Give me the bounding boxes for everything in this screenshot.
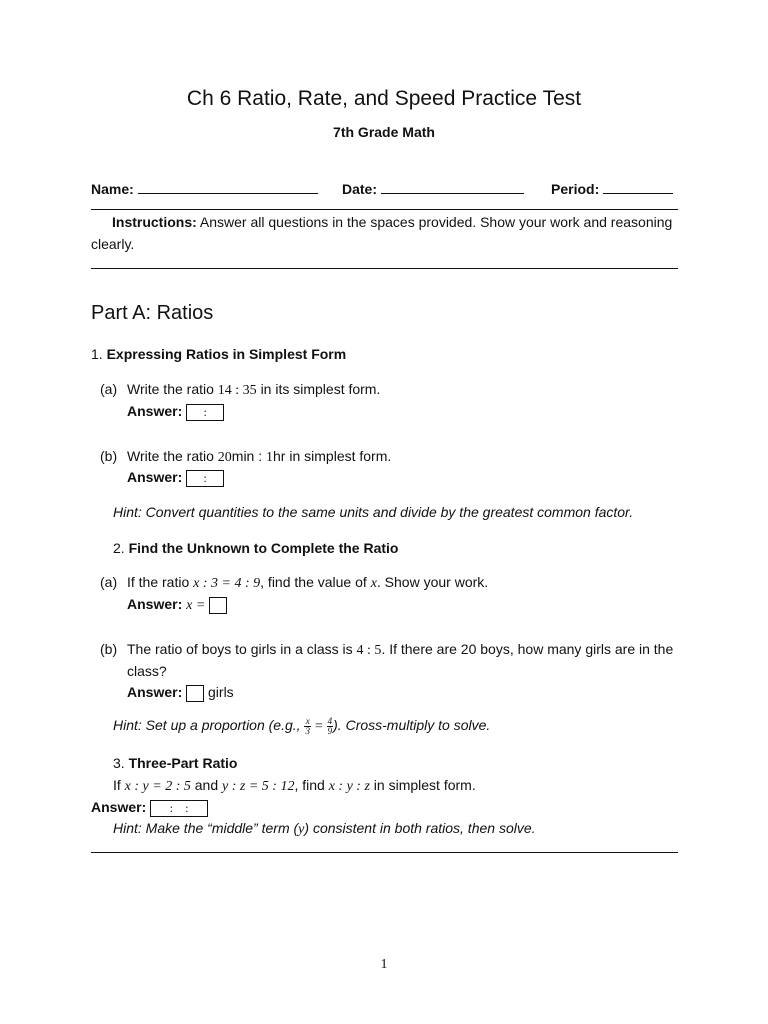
name-field: [91, 179, 318, 197]
q2a-math: x : 3 = 4 : 9: [193, 576, 261, 591]
q3-math1: x : y = 2 : 5: [124, 779, 191, 794]
q3-find: , find: [294, 777, 325, 793]
q3-and: and: [194, 777, 219, 793]
q1b-unit2: hr: [273, 448, 286, 464]
period-label: Period:: [551, 181, 600, 197]
frac1-top: x: [305, 716, 310, 726]
date-blank[interactable]: [381, 179, 524, 194]
q2-hint-post: ). Cross-multiply to solve.: [333, 717, 491, 734]
instructions-line1: [112, 214, 672, 230]
q2a-post: . Show your work.: [376, 574, 489, 590]
q1-hint: Hint: Convert quantities to the same units and divide by the greatest common factor.: [113, 504, 634, 520]
divider-top: [91, 209, 678, 210]
q3-if: If: [113, 777, 121, 793]
q1b-pre: Write the ratio: [127, 448, 214, 464]
frac2-top: 4: [327, 716, 333, 726]
q2a-text: [127, 574, 488, 592]
q1a-post: in its simplest form.: [260, 381, 381, 397]
q1b-math1: 20: [217, 450, 232, 465]
q2a-pre: If the ratio: [127, 574, 190, 590]
page-subtitle: 7th Grade Math: [333, 124, 435, 140]
frac1-bot: 3: [305, 726, 310, 736]
date-field: [342, 179, 524, 197]
page-title: Ch 6 Ratio, Rate, and Speed Practice Test: [186, 87, 582, 110]
q3-title: Three-Part Ratio: [128, 755, 238, 771]
q2-title: Find the Unknown to Complete the Ratio: [128, 540, 399, 556]
q3-math3: x : y : z: [328, 779, 370, 794]
q2b-label: (b): [100, 641, 118, 657]
q2a-answer-var: x =: [186, 598, 206, 613]
q1b-unit1: min :: [231, 448, 263, 464]
q1b-answer: [127, 469, 224, 487]
q1b-label: (b): [100, 448, 118, 464]
q3-text: [113, 777, 476, 795]
q3-hint-pre: Hint: Make the “middle” term (: [113, 820, 299, 836]
period-field: [551, 179, 673, 197]
q2a-answer: [127, 596, 227, 614]
q2-hint: [113, 717, 490, 736]
q1a-answer: [127, 403, 224, 421]
hint-fraction-x-3: [304, 717, 311, 736]
q1a-label: (a): [100, 381, 118, 397]
name-blank[interactable]: [138, 179, 318, 194]
q2a-answer-label: Answer:: [127, 596, 183, 612]
q2b-answer: [127, 684, 234, 702]
q3-heading: [113, 755, 238, 771]
q3-math2: y : z = 5 : 12: [222, 779, 295, 794]
q2b-answer-box[interactable]: [186, 685, 204, 702]
q2-hint-pre: Hint: Set up a proportion (e.g.,: [113, 717, 301, 734]
q1b-colon: :: [203, 470, 207, 485]
q2b-line2: class?: [127, 663, 167, 679]
q2a-label: (a): [100, 574, 118, 590]
q3-hint-post: ) consistent in both ratios, then solve.: [304, 820, 536, 836]
q1a-text: [127, 381, 380, 399]
q1a-colon: :: [203, 404, 207, 419]
q3-hint-var: y: [298, 822, 305, 837]
date-label: Date:: [342, 181, 378, 197]
frac2-bot: 9: [327, 726, 333, 736]
q1b-text: [127, 448, 391, 466]
part-a-heading: Part A: Ratios: [91, 302, 214, 324]
instructions-line2: clearly.: [91, 236, 135, 252]
q2b-line1: [127, 641, 673, 659]
divider-bottom: [91, 852, 678, 853]
q3-answer: [91, 799, 208, 817]
instructions-label: Instructions:: [112, 214, 197, 230]
q1a-math: 14 : 35: [217, 383, 257, 398]
q1b-answer-box[interactable]: [186, 470, 224, 487]
divider-instructions: [91, 268, 678, 269]
q3-hint: [113, 820, 536, 838]
q2b-post: . If there are 20 boys, how many girls are in the: [381, 641, 674, 657]
q3-answer-label: Answer:: [91, 799, 147, 815]
q1-heading: [91, 346, 346, 362]
q3-post: in simplest form.: [373, 777, 476, 793]
q3-answer-box[interactable]: [150, 800, 208, 817]
q3-colons: : :: [169, 800, 189, 815]
q1-number: 1.: [91, 346, 103, 362]
q1a-pre: Write the ratio: [127, 381, 214, 397]
q1a-answer-label: Answer:: [127, 403, 183, 419]
q1b-math2: 1: [266, 450, 274, 465]
q1b-post: in simplest form.: [289, 448, 392, 464]
q3-number: 3.: [113, 755, 125, 771]
name-label: Name:: [91, 181, 134, 197]
q1-title: Expressing Ratios in Simplest Form: [106, 346, 347, 362]
q2b-math: 4 : 5: [356, 643, 382, 658]
q2b-answer-label: Answer:: [127, 684, 183, 700]
hint-equals: =: [314, 719, 323, 735]
q2b-answer-suffix: girls: [208, 684, 234, 700]
q1a-answer-box[interactable]: [186, 404, 224, 421]
q1b-answer-label: Answer:: [127, 469, 183, 485]
q2-number: 2.: [113, 540, 125, 556]
period-blank[interactable]: [603, 179, 673, 194]
q2b-pre: The ratio of boys to girls in a class is: [127, 641, 353, 657]
q2a-answer-box[interactable]: [209, 597, 227, 614]
q2a-var: x: [370, 576, 377, 591]
page-number: 1: [380, 957, 388, 972]
q2-heading: [113, 540, 398, 556]
q2a-mid: , find the value of: [260, 574, 367, 590]
instructions-text-1: Answer all questions in the spaces provided. Show your work and reasoning: [199, 214, 673, 230]
